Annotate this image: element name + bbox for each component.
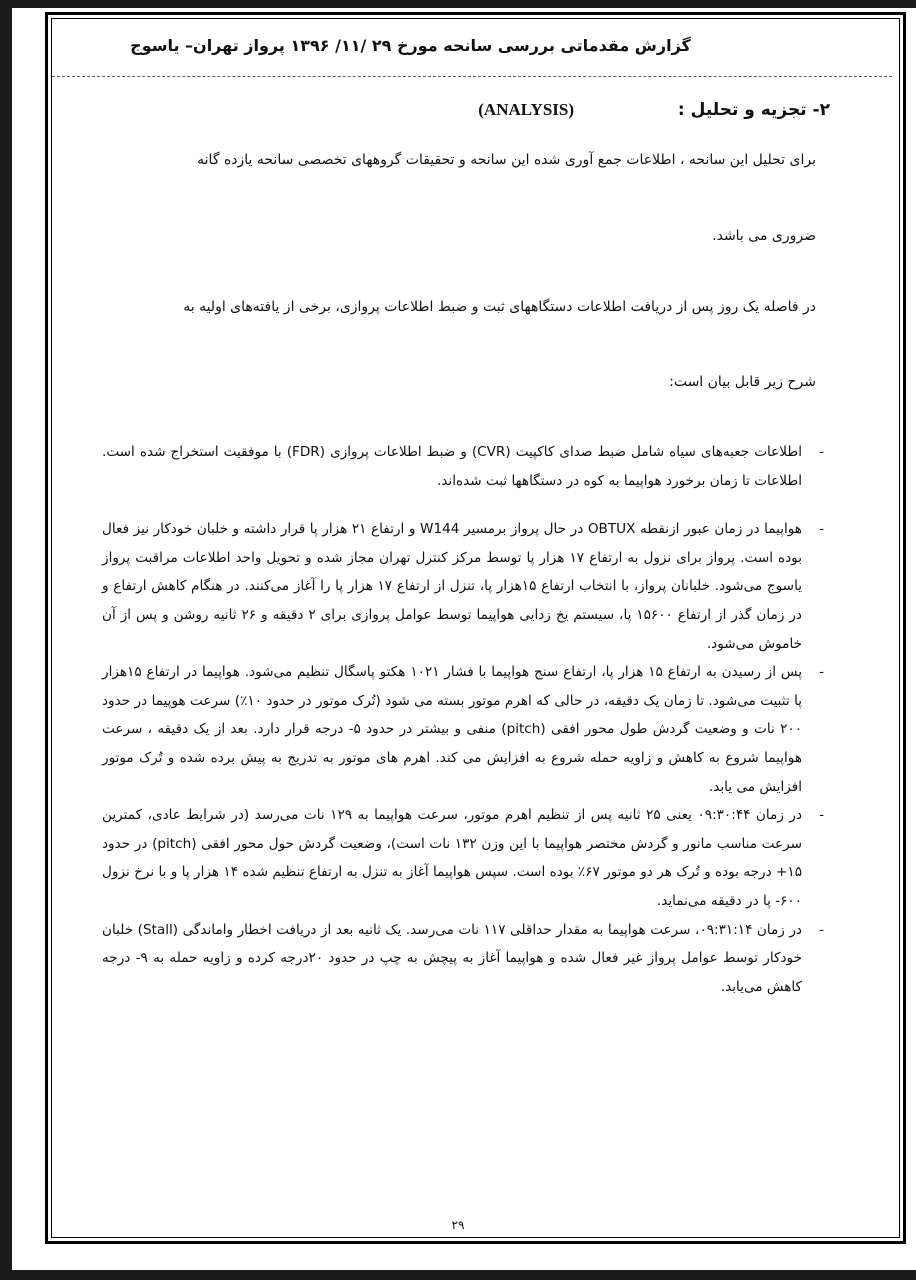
paragraph-1-line-1: برای تحلیل این سانحه ، اطلاعات جمع آوری شده این سانحه و تحقیقات گروههای تخصصی سانحه یازده گانه — [197, 152, 816, 168]
report-header-title: گزارش مقدماتی بررسی سانحه مورخ ۲۹ /۱۱/ ۱۳۹۶ پرواز تهران– یاسوج — [130, 36, 691, 55]
list-item-text: در زمان ۰۹:۳۰:۴۴ یعنی ۲۵ ثانیه پس از تنظیم اهرم موتور، سرعت هواپیما به ۱۲۹ نات می‌رسد (در شرایط عادی، کمترین سرعت مناسب مانور و گردش مختصر هواپیما با این وزن ۱۳۲ نات است)، وضعیت گردش حول محور افقی (pitch) در حدود ۱۵+ درجه بوده و تُرک هر دو موتور ۶۷٪ بوده است. سپس هواپیما آغاز به تنزل به ارتفاع تنظیم شده ۱۴ هزار پا و با نرخ نزول ۶۰۰- پا در دقیقه می‌نماید. — [102, 807, 803, 909]
list-item-text: پس از رسیدن به ارتفاع ۱۵ هزار پا، ارتفاع سنج هواپیما با فشار ۱۰۲۱ هکتو پاسگال تنظیم می‌شود. هواپیما در ارتفاع ۱۵هزار پا تثبیت می‌شود. تا زمان یک دقیقه، در حالی که اهرم موتور بسته می شود (تُرک موتور در حدود ۱۰٪) سرعت هوپیما در حدود ۲۰۰ نات و وضعیت گردش طول محور افقی (pitch) منفی و بیشتر در حدود ۵- درجه قرار دارد. بعد از یک دقیقه ، سرعت هواپیما شروع به کاهش و زاویه حمله شروع به افزایش می کند. اهرم های موتور به تدریج به پیش برده شده و تُرک موتور افزایش می یابد. — [102, 664, 802, 795]
findings-list — [102, 438, 824, 1001]
bullet-dash: - — [819, 921, 824, 938]
list-item — [102, 801, 824, 915]
bullet-dash: - — [819, 521, 824, 538]
bullet-dash: - — [819, 807, 824, 824]
page-number: ۲۹ — [451, 1218, 465, 1232]
list-item — [102, 658, 824, 801]
header-divider — [52, 76, 892, 77]
list-item — [102, 515, 824, 658]
list-item-text: در زمان ۰۹:۳۱:۱۴، سرعت هواپیما به مقدار حداقلی ۱۱۷ نات می‌رسد. یک ثانیه بعد از دریافت اخطار واماندگی (Stall) خلبان خودکار توسط عوامل پرواز غیر فعال شده و هواپیما آغاز به پیچش به چپ در حدود ۲۰درجه کرده و زاویه حمله به ۹- درجه کاهش می‌یابد. — [102, 921, 802, 995]
section-heading-persian: ۲- تجزیه و تحلیل : — [677, 100, 830, 120]
list-item-text: هواپیما در زمان عبور ازنقطه OBTUX در حال پرواز برمسیر W144 و ارتفاع ۲۱ هزار پا قرار داشته و خلبان خودکار نیز فعال بوده است. پرواز برای نزول به ارتفاع ۱۷ هزار پا توسط مرکز کنترل تهران مجاز شده و تحویل واحد اطلاعات مراقبت پرواز یاسوج می‌شود. خلبانان پرواز، با انتخاب ارتفاع ۱۵هزار پا، تنزل از ارتفاع ۱۷ هزار پا را آغاز می‌کنند. در هنگام کاهش ارتفاع و در زمان گذر از ارتفاع ۱۵۶۰۰ پا، سیستم یخ زدایی هواپیما توسط عوامل پروازی برای ۲ دقیقه و ۲۶ ثانیه روشن و پس از آن خاموش می‌شود. — [102, 521, 802, 652]
paragraph-2-line-1: در فاصله یک روز پس از دریافت اطلاعات دستگاههای ثبت و ضبط اطلاعات پروازی، برخی از یافته‌های اولیه به — [183, 299, 816, 315]
bullet-dash: - — [819, 444, 824, 460]
list-item — [102, 916, 824, 1002]
paragraph-1-line-2: ضروری می باشد. — [712, 228, 816, 244]
section-heading — [100, 100, 830, 128]
paragraph-2-line-2: شرح زیر قابل بیان است: — [669, 374, 816, 390]
list-item-text: اطلاعات جعبه‌های سیاه شامل ضبط صدای کاکپیت (CVR) و ضبط اطلاعات پروازی (FDR) با موفقیت استخراج شده است. اطلاعات تا زمان برخورد هواپیما به کوه در دستگاهها ثبت شده‌اند. — [102, 444, 802, 489]
list-item — [102, 438, 824, 495]
bullet-dash: - — [819, 664, 824, 681]
section-heading-english: (ANALYSIS) — [478, 100, 574, 119]
